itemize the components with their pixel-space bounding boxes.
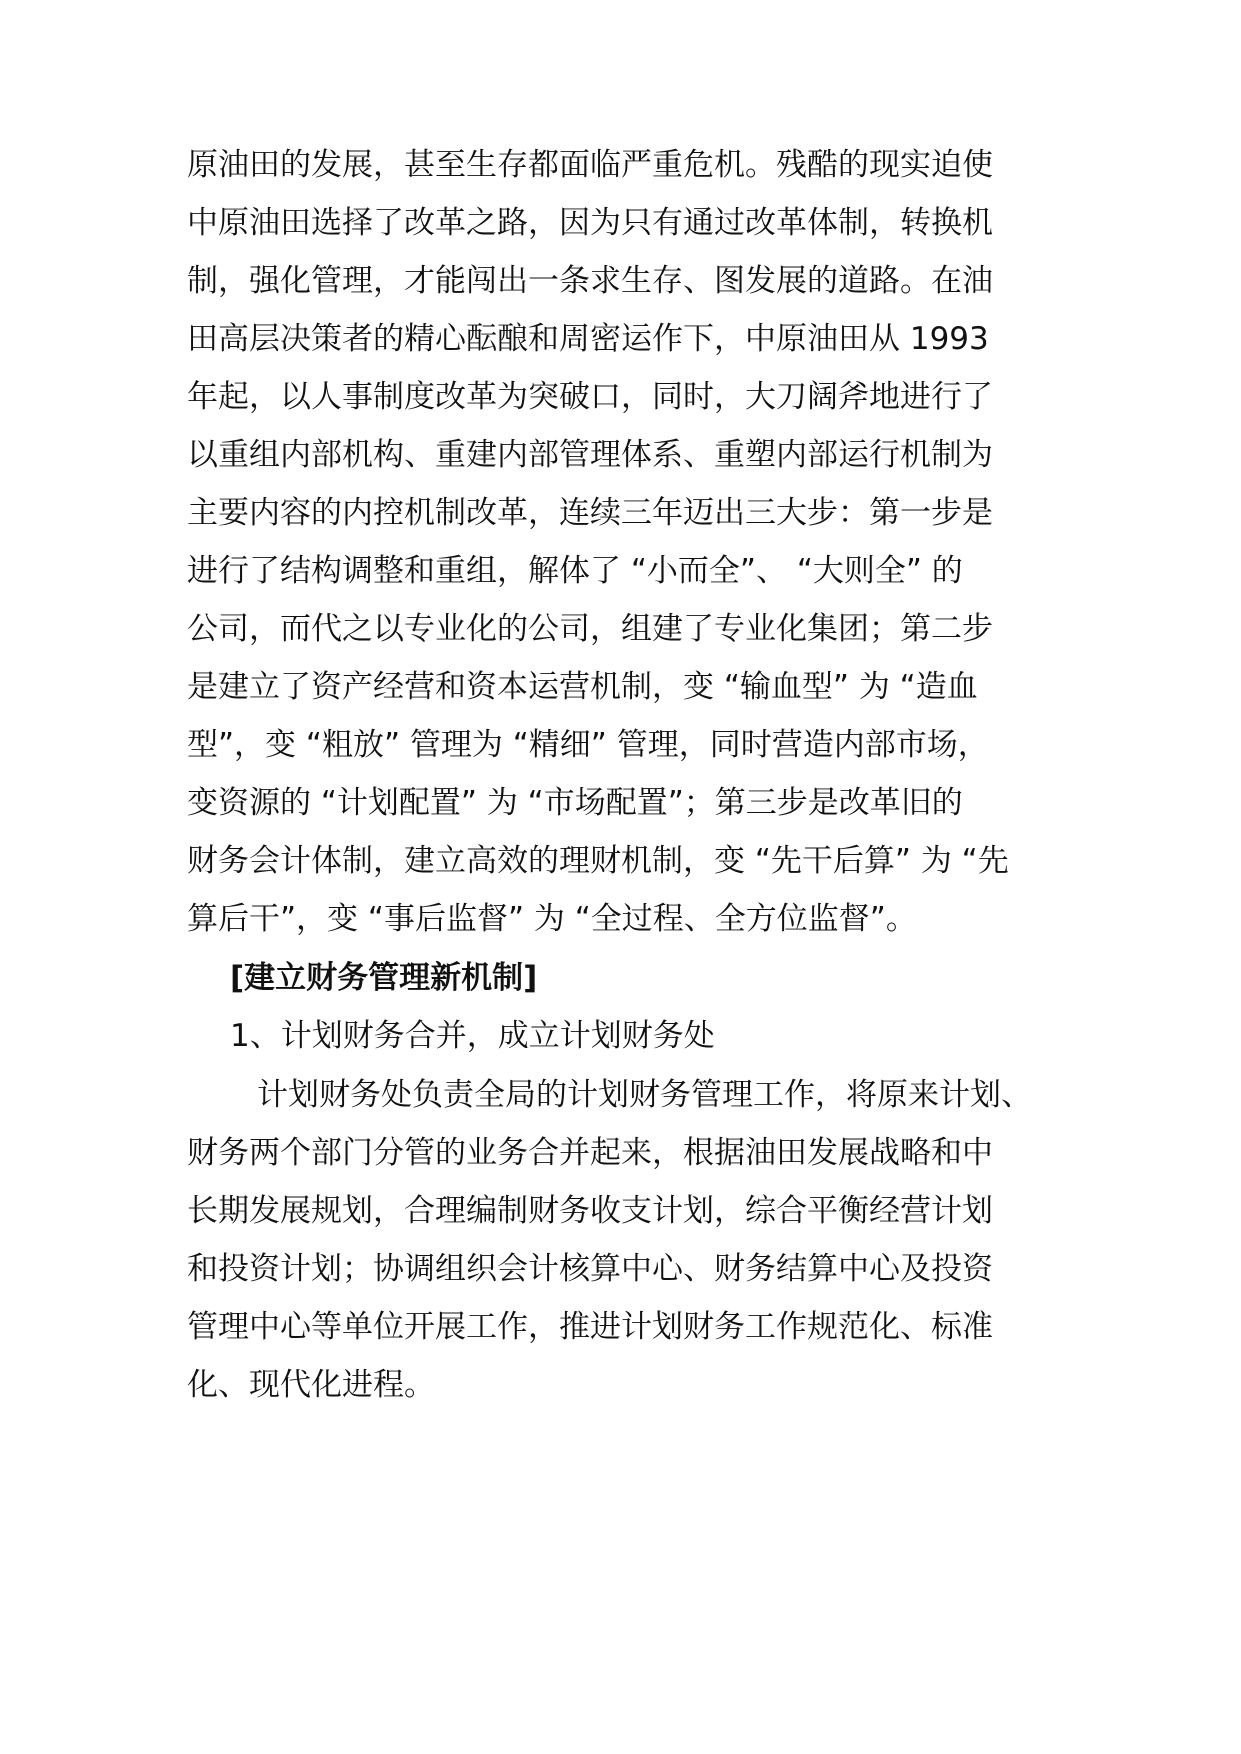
paragraph-1-line: 进行了结构调整和重组，解体了 “小而全”、 “大则全” 的 xyxy=(187,553,963,589)
subheading: 1、计划财务合并，成立计划财务处 xyxy=(230,1018,715,1054)
paragraph-2-line: 化、现代化进程。 xyxy=(187,1367,435,1403)
paragraph-2-line: 计划财务处负责全局的计划财务管理工作，将原来计划、 xyxy=(257,1077,1032,1113)
paragraph-2-line: 管理中心等单位开展工作，推进计划财务工作规范化、标准 xyxy=(187,1309,993,1345)
paragraph-2-line: 财务两个部门分管的业务合并起来，根据油田发展战略和中 xyxy=(187,1135,993,1171)
paragraph-1-line: 原油田的发展，甚至生存都面临严重危机。残酷的现实迫使 xyxy=(187,147,993,183)
paragraph-2-line: 和投资计划；协调组织会计核算中心、财务结算中心及投资 xyxy=(187,1251,993,1287)
paragraph-1-line: 以重组内部机构、重建内部管理体系、重塑内部运行机制为 xyxy=(187,437,993,473)
paragraph-2-line: 长期发展规划，合理编制财务收支计划，综合平衡经营计划 xyxy=(187,1193,993,1229)
paragraph-1-line: 财务会计体制，建立高效的理财机制，变 “先干后算” 为 “先 xyxy=(187,843,1009,879)
section-heading: [建立财务管理新机制] xyxy=(230,960,538,996)
paragraph-1-line: 制，强化管理，才能闯出一条求生存、图发展的道路。在油 xyxy=(187,263,993,299)
paragraph-1-line: 变资源的 “计划配置” 为 “市场配置”；第三步是改革旧的 xyxy=(187,785,963,821)
paragraph-1-line: 田高层决策者的精心酝酿和周密运作下，中原油田从 1993 xyxy=(187,321,989,357)
paragraph-1-line: 是建立了资产经营和资本运营机制，变 “输血型” 为 “造血 xyxy=(187,669,978,705)
paragraph-1-line: 年起，以人事制度改革为突破口，同时，大刀阔斧地进行了 xyxy=(187,379,993,415)
paragraph-1-line: 公司，而代之以专业化的公司，组建了专业化集团；第二步 xyxy=(187,611,993,647)
paragraph-1-line: 主要内容的内控机制改革，连续三年迈出三大步：第一步是 xyxy=(187,495,993,531)
paragraph-1-line: 型”，变 “粗放” 管理为 “精细” 管理，同时营造内部市场， xyxy=(187,727,989,763)
paragraph-1-line: 中原油田选择了改革之路，因为只有通过改革体制，转换机 xyxy=(187,205,993,241)
paragraph-1-line: 算后干”，变 “事后监督” 为 “全过程、全方位监督”。 xyxy=(187,901,917,937)
